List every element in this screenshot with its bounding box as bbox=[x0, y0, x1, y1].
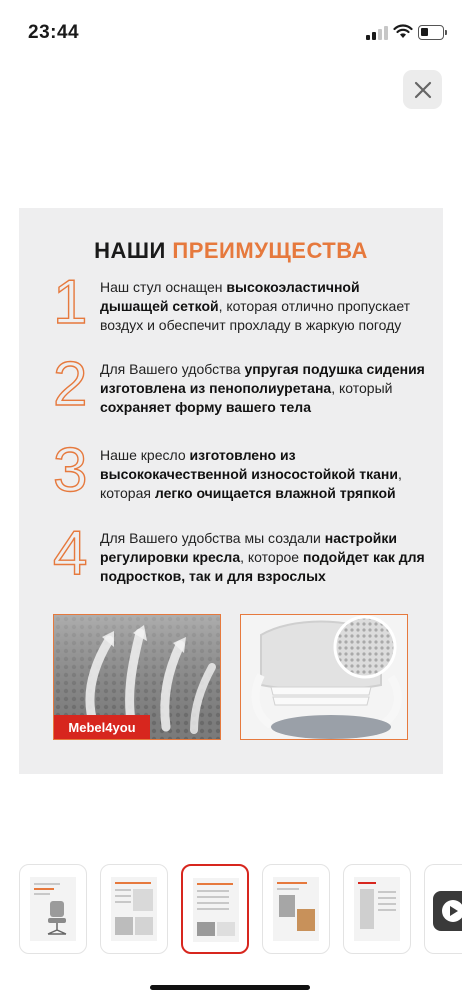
close-button[interactable] bbox=[403, 70, 442, 109]
feature-text-regular: , которая отлично пропускает воздух и обеспечит прохладу в жаркую погоду bbox=[100, 298, 411, 333]
thumbnail-preview bbox=[30, 877, 76, 941]
thumbnail-1[interactable] bbox=[19, 864, 87, 954]
close-icon bbox=[413, 80, 433, 100]
thumbnail-4[interactable] bbox=[262, 864, 330, 954]
chair-backrest-illustration bbox=[241, 615, 408, 740]
status-time: 23:44 bbox=[28, 22, 80, 43]
brand-tag: Mebel4you bbox=[54, 715, 150, 739]
product-image-card[interactable] bbox=[19, 208, 443, 774]
feature-text-regular: Наше кресло bbox=[100, 447, 190, 463]
feature-text-bold: подойдет как для подростков, так и для взрослых bbox=[100, 549, 425, 584]
feature-text-regular: , которая bbox=[100, 466, 402, 501]
battery-icon bbox=[418, 25, 444, 40]
thumbnail-preview bbox=[193, 878, 239, 942]
feature-text-bold: изготовлено из высококачественной износостойкой ткани bbox=[100, 447, 398, 482]
feature-text bbox=[100, 446, 430, 503]
thumbnail-preview bbox=[354, 877, 400, 941]
thumbnail-6-video[interactable] bbox=[424, 864, 462, 954]
feature-text-regular: Для Вашего удобства мы создали bbox=[100, 530, 325, 546]
thumbnail-2[interactable] bbox=[100, 864, 168, 954]
feature-number: 3 bbox=[53, 436, 88, 505]
cellular-signal-icon bbox=[366, 26, 388, 40]
feature-text-bold: упругая подушка сидения изготовлена из пенополиуретана bbox=[100, 361, 425, 396]
feature-text-bold: легко очищается влажной тряпкой bbox=[154, 485, 396, 501]
card-title bbox=[19, 238, 443, 264]
wifi-icon bbox=[393, 24, 413, 40]
mesh-fabric-photo bbox=[53, 614, 221, 740]
status-bar bbox=[0, 0, 462, 60]
home-indicator[interactable] bbox=[150, 985, 310, 990]
thumbnail-3-active[interactable] bbox=[181, 864, 249, 954]
feature-number: 4 bbox=[53, 519, 88, 588]
thumbnail-preview bbox=[273, 877, 319, 941]
feature-text bbox=[100, 529, 430, 586]
feature-text bbox=[100, 360, 430, 417]
card-title-plain: НАШИ bbox=[94, 238, 166, 263]
feature-text-bold: сохраняет форму вашего тела bbox=[100, 399, 311, 415]
feature-text-regular: Наш стул оснащен bbox=[100, 279, 227, 295]
thumbnail-strip bbox=[0, 864, 462, 954]
feature-text-bold: настройки регулировки кресла bbox=[100, 530, 397, 565]
thumbnail-5[interactable] bbox=[343, 864, 411, 954]
feature-text-regular: Для Вашего удобства bbox=[100, 361, 245, 377]
thumbnail-preview bbox=[111, 877, 157, 941]
feature-text-bold: высокоэластичной дышащей сеткой bbox=[100, 279, 360, 314]
chair-backrest-photo bbox=[240, 614, 408, 740]
card-title-accent: ПРЕИМУЩЕСТВА bbox=[172, 238, 368, 263]
play-icon bbox=[441, 899, 462, 923]
feature-text-regular: , которое bbox=[240, 549, 303, 565]
feature-text bbox=[100, 278, 430, 335]
feature-number: 1 bbox=[53, 268, 88, 337]
feature-text-regular: , который bbox=[331, 380, 393, 396]
feature-number: 2 bbox=[53, 350, 88, 419]
